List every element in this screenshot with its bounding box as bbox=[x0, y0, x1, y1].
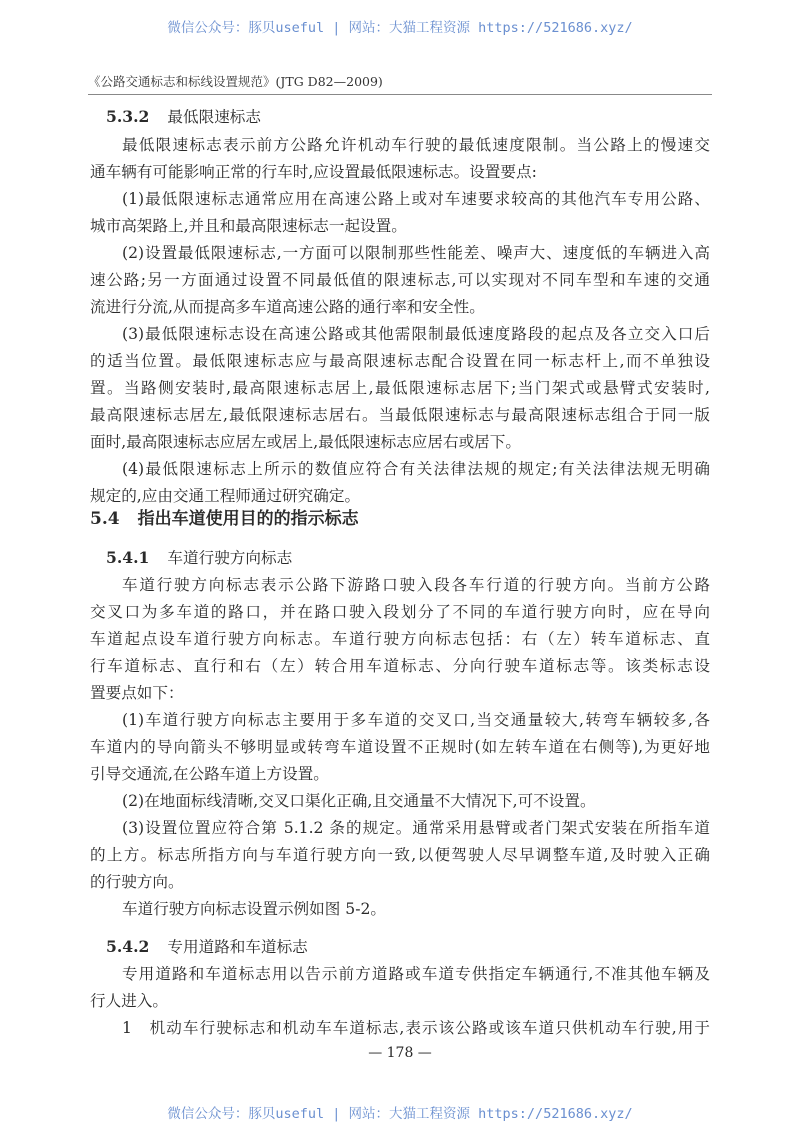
section-title: 专用道路和车道标志 bbox=[167, 938, 308, 956]
section-number: 5.4.1 bbox=[106, 548, 150, 567]
text-line: (2)在地面标线清晰,交叉口渠化正确,且交通量不大情况下,可不设置。 bbox=[122, 792, 596, 810]
heading-5-4-2 bbox=[106, 937, 308, 957]
heading-5-4 bbox=[90, 509, 359, 529]
page-number: — 178 — bbox=[368, 1045, 432, 1061]
watermark-bottom: 微信公众号：豚贝useful | 网站：大猫工程资源 https://521686.xyz/ bbox=[167, 1106, 633, 1122]
text-line: 最高限速标志居左,最低限速标志居右。当最低限速标志与最高限速标志组合于同一版 bbox=[90, 406, 710, 424]
text-line: 1 机动车行驶标志和机动车车道标志,表示该公路或该车道只供机动车行驶,用于 bbox=[122, 1019, 710, 1037]
text-line: (1)车道行驶方向标志主要用于多车道的交叉口,当交通量较大,转弯车辆较多,各 bbox=[122, 711, 710, 729]
text-line: 最低限速标志表示前方公路允许机动车行驶的最低速度限制。当公路上的慢速交 bbox=[122, 136, 710, 154]
section-number: 5.4.2 bbox=[106, 937, 150, 956]
text-line: (3)最低限速标志设在高速公路或其他需限制最低速度路段的起点及各立交入口后 bbox=[122, 325, 710, 343]
text-line: (4)最低限速标志上所示的数值应符合有关法律法规的规定;有关法律法规无明确 bbox=[122, 460, 710, 478]
text-line: 置要点如下： bbox=[90, 684, 184, 702]
text-line: (1)最低限速标志通常应用在高速公路上或对车速要求较高的其他汽车专用公路、 bbox=[122, 190, 710, 208]
text-line: 的上方。标志所指方向与车道行驶方向一致,以便驾驶人尽早调整车道,及时驶入正确 bbox=[90, 846, 710, 864]
text-line: 专用道路和车道标志用以告示前方道路或车道专供指定车辆通行,不准其他车辆及 bbox=[122, 965, 710, 983]
section-number: 5.4 bbox=[90, 509, 120, 529]
text-line: 的适当位置。最低限速标志应与最高限速标志配合设置在同一标志杆上,而不单独设 bbox=[90, 352, 710, 370]
text-line: 车道内的导向箭头不够明显或转弯车道设置不正规时(如左转车道在右侧等),为更好地 bbox=[90, 738, 710, 756]
section-title: 最低限速标志 bbox=[167, 108, 261, 126]
text-line: 车道行驶方向标志设置示例如图 5-2。 bbox=[122, 900, 386, 918]
section-title: 指出车道使用目的的指示标志 bbox=[137, 509, 359, 529]
text-line: 引导交通流,在公路车道上方设置。 bbox=[90, 765, 329, 783]
section-title: 车道行驶方向标志 bbox=[167, 549, 293, 567]
text-line: 面时,最高限速标志应居左或居上,最低限速标志应居右或居下。 bbox=[90, 433, 521, 451]
text-line: 流进行分流,从而提高多车道高速公路的通行率和安全性。 bbox=[90, 298, 485, 316]
text-line: 城市高架路上,并且和最高限速标志一起设置。 bbox=[90, 217, 407, 235]
text-line: 通车辆有可能影响正常的行车时,应设置最低限速标志。设置要点: bbox=[90, 163, 537, 181]
running-head: 《公路交通标志和标线设置规范》(JTG D82—2009) bbox=[88, 74, 383, 89]
text-line: (3)设置位置应符合第 5.1.2 条的规定。通常采用悬臂或者门架式安装在所指车道 bbox=[122, 819, 710, 837]
text-line: 置。当路侧安装时,最高限速标志居上,最低限速标志居下;当门架式或悬臂式安装时, bbox=[90, 379, 710, 397]
heading-5-4-1 bbox=[106, 548, 292, 568]
text-line: 的行驶方向。 bbox=[90, 873, 184, 891]
section-number: 5.3.2 bbox=[106, 107, 150, 126]
text-line: (2)设置最低限速标志,一方面可以限制那些性能差、噪声大、速度低的车辆进入高 bbox=[122, 244, 710, 262]
text-line: 行人进入。 bbox=[90, 992, 168, 1010]
text-line: 行车道标志、直行和右（左）转合用车道标志、分向行驶车道标志等。该类标志设 bbox=[90, 657, 710, 675]
text-line: 车道行驶方向标志表示公路下游路口驶入段各车行道的行驶方向。当前方公路 bbox=[122, 576, 710, 594]
text-line: 交叉口为多车道的路口，并在路口驶入段划分了不同的车道行驶方向时，应在导向 bbox=[90, 603, 710, 621]
heading-5-3-2 bbox=[106, 107, 261, 127]
header-rule bbox=[88, 94, 712, 95]
watermark-top: 微信公众号：豚贝useful | 网站：大猫工程资源 https://521686.xyz/ bbox=[167, 20, 633, 36]
text-line: 速公路;另一方面通过设置不同最低值的限速标志,可以实现对不同车型和车速的交通 bbox=[90, 271, 710, 289]
text-line: 规定的,应由交通工程师通过研究确定。 bbox=[90, 487, 361, 505]
text-line: 车道起点设车道行驶方向标志。车道行驶方向标志包括：右（左）转车道标志、直 bbox=[90, 630, 710, 648]
